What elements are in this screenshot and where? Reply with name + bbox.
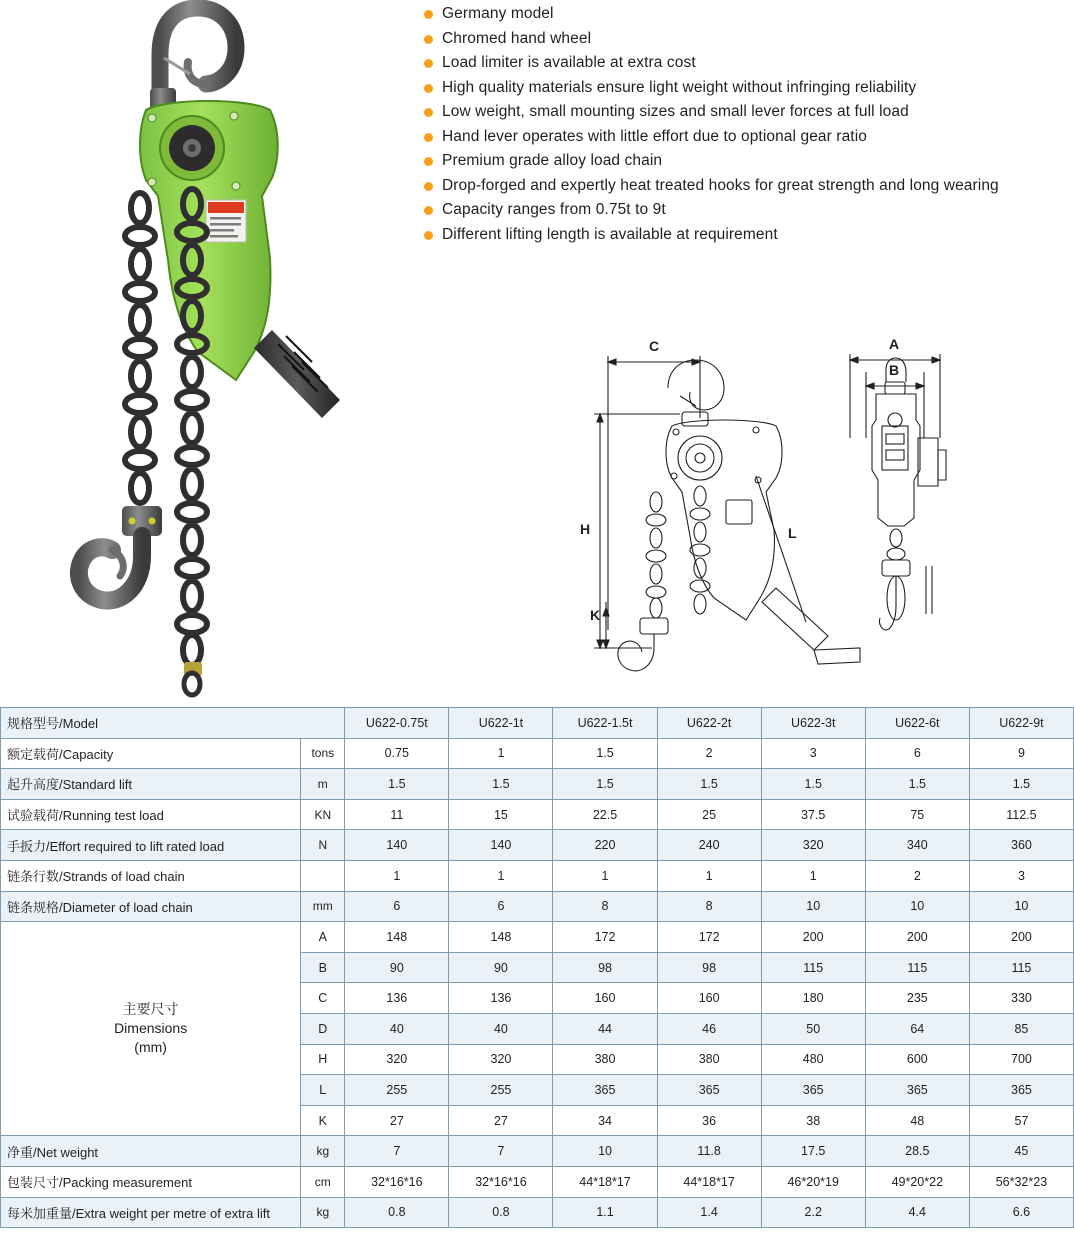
cell: 50 [761, 1013, 865, 1044]
cell: 36 [657, 1105, 761, 1136]
label-l: L [788, 525, 797, 541]
row-label: 净重/Net weight [1, 1136, 301, 1167]
list-item [424, 127, 1054, 147]
cell: 28.5 [865, 1136, 969, 1167]
cell: 1.5 [865, 769, 969, 800]
cell: U622-1t [449, 708, 553, 739]
bullet-icon [424, 231, 433, 240]
label-a: A [889, 336, 900, 352]
cell: 380 [657, 1044, 761, 1075]
hand-lever-grip [254, 330, 340, 418]
table-row [1, 738, 1074, 769]
cell: 6 [449, 891, 553, 922]
cell: 17.5 [761, 1136, 865, 1167]
cell: 255 [345, 1075, 449, 1106]
cell: 6 [345, 891, 449, 922]
cell: 112.5 [969, 799, 1073, 830]
cell: 200 [969, 922, 1073, 953]
cell: 180 [761, 983, 865, 1014]
feature-text: Premium grade alloy load chain [442, 152, 663, 169]
cell: 600 [865, 1044, 969, 1075]
bullet-icon [424, 84, 433, 93]
cell: 2 [657, 738, 761, 769]
cell: 1 [449, 860, 553, 891]
feature-text: Load limiter is available at extra cost [442, 54, 696, 71]
row-dim: A [301, 922, 345, 953]
list-item [424, 4, 1054, 24]
cell: 1.5 [969, 769, 1073, 800]
cell: 200 [761, 922, 865, 953]
bullet-icon [424, 133, 433, 142]
cell: 1.5 [553, 738, 657, 769]
cell: 340 [865, 830, 969, 861]
row-unit: cm [301, 1166, 345, 1197]
cell: 365 [657, 1075, 761, 1106]
row-label: 手扳力/Effort required to lift rated load [1, 830, 301, 861]
cell: 2.2 [761, 1197, 865, 1228]
cell: 380 [553, 1044, 657, 1075]
row-unit: m [301, 769, 345, 800]
feature-text: Chromed hand wheel [442, 29, 592, 47]
cell: 10 [761, 891, 865, 922]
cell: 1.5 [657, 769, 761, 800]
cell: 330 [969, 983, 1073, 1014]
cell: 10 [865, 891, 969, 922]
cell: 0.75 [345, 738, 449, 769]
cell: 2 [865, 860, 969, 891]
table-row [1, 922, 1074, 953]
cell: 11.8 [657, 1136, 761, 1167]
list-item [424, 176, 1054, 196]
row-dim: D [301, 1013, 345, 1044]
cell: 85 [969, 1013, 1073, 1044]
table-row [1, 891, 1074, 922]
cell: 32*16*16 [345, 1166, 449, 1197]
cell: 56*32*23 [969, 1166, 1073, 1197]
table-row [1, 1166, 1074, 1197]
cell: 360 [969, 830, 1073, 861]
cell: U622-2t [657, 708, 761, 739]
feature-text: Capacity ranges from 0.75t to 9t [442, 201, 666, 218]
row-dim: K [301, 1105, 345, 1136]
cell: 320 [449, 1044, 553, 1075]
cell: 15 [449, 799, 553, 830]
cell: 148 [449, 922, 553, 953]
table-row [1, 860, 1074, 891]
product-photo [40, 0, 380, 700]
cell: 10 [969, 891, 1073, 922]
cell: 3 [969, 860, 1073, 891]
cell: 148 [345, 922, 449, 953]
feature-text: Hand lever operates with little effort due to optional gear ratio [442, 127, 867, 145]
list-item [424, 78, 1054, 98]
dimension-drawings [560, 330, 1060, 690]
table-row [1, 769, 1074, 800]
cell: 1.4 [657, 1197, 761, 1228]
cell: 7 [449, 1136, 553, 1167]
cell: U622-3t [761, 708, 865, 739]
cell: 365 [865, 1075, 969, 1106]
row-label: 规格型号/Model [1, 708, 345, 739]
cell: 37.5 [761, 799, 865, 830]
cell: 22.5 [553, 799, 657, 830]
label-h: H [580, 521, 591, 537]
cell: 45 [969, 1136, 1073, 1167]
technical-drawing [560, 330, 1060, 690]
cell: 11 [345, 799, 449, 830]
cell: 136 [345, 983, 449, 1014]
cell: 46*20*19 [761, 1166, 865, 1197]
row-label: 每米加重量/Extra weight per metre of extra lift [1, 1197, 301, 1228]
specification-table-wrap [0, 707, 1074, 1228]
cell: 115 [865, 952, 969, 983]
cell: 1.5 [449, 769, 553, 800]
cell: 7 [345, 1136, 449, 1167]
cell: 235 [865, 983, 969, 1014]
cell: U622-6t [865, 708, 969, 739]
row-unit: kg [301, 1197, 345, 1228]
bullet-icon [424, 59, 433, 68]
cell: 220 [553, 830, 657, 861]
cell: 46 [657, 1013, 761, 1044]
table-row [1, 708, 1074, 739]
cell: 0.8 [449, 1197, 553, 1228]
cell: 200 [865, 922, 969, 953]
bullet-icon [424, 206, 433, 215]
cell: 6 [865, 738, 969, 769]
list-item [424, 200, 1054, 220]
cell: 98 [657, 952, 761, 983]
row-unit: KN [301, 799, 345, 830]
list-item [424, 225, 1054, 245]
cell: 365 [969, 1075, 1073, 1106]
cell: 38 [761, 1105, 865, 1136]
cell: 10 [553, 1136, 657, 1167]
feature-text: High quality materials ensure light weight without infringing reliability [442, 78, 917, 96]
table-row [1, 830, 1074, 861]
cell: 1.5 [345, 769, 449, 800]
cell: 1.5 [553, 769, 657, 800]
row-dim: L [301, 1075, 345, 1106]
bullet-icon [424, 108, 433, 117]
lever-hoist-illustration [40, 0, 380, 700]
feature-text: Germany model [442, 5, 554, 22]
cell: 40 [345, 1013, 449, 1044]
cell: 115 [761, 952, 865, 983]
hoist-body [140, 101, 278, 380]
cell: 49*20*22 [865, 1166, 969, 1197]
cell: 90 [449, 952, 553, 983]
dimensions-title [1, 922, 301, 1136]
cell: 90 [345, 952, 449, 983]
cell: 136 [449, 983, 553, 1014]
cell: 27 [345, 1105, 449, 1136]
cell: 32*16*16 [449, 1166, 553, 1197]
label-c: C [649, 338, 660, 354]
feature-text: Drop-forged and expertly heat treated hooks for great strength and long wearing [442, 176, 999, 194]
cell: 4.4 [865, 1197, 969, 1228]
cell: 172 [657, 922, 761, 953]
row-dim: B [301, 952, 345, 983]
cell: 98 [553, 952, 657, 983]
cell: 57 [969, 1105, 1073, 1136]
dimensions-title-unit: (mm) [134, 1039, 167, 1056]
row-dim: C [301, 983, 345, 1014]
list-item [424, 53, 1054, 73]
cell: 44 [553, 1013, 657, 1044]
cell: U622-9t [969, 708, 1073, 739]
cell: 64 [865, 1013, 969, 1044]
bottom-hook-icon [79, 506, 162, 601]
cell: 1.5 [761, 769, 865, 800]
row-label: 链条行数/Strands of load chain [1, 860, 301, 891]
cell: 27 [449, 1105, 553, 1136]
row-unit: kg [301, 1136, 345, 1167]
specification-table [0, 707, 1074, 1228]
feature-text: Different lifting length is available at requirement [442, 225, 778, 243]
cell: 48 [865, 1105, 969, 1136]
row-unit: tons [301, 738, 345, 769]
cell: 255 [449, 1075, 553, 1106]
cell: 140 [449, 830, 553, 861]
cell: 1.1 [553, 1197, 657, 1228]
cell: 320 [345, 1044, 449, 1075]
row-label: 额定载荷/Capacity [1, 738, 301, 769]
label-b: B [889, 362, 900, 378]
cell: 365 [553, 1075, 657, 1106]
feature-list [424, 4, 1054, 249]
label-k: K [590, 607, 601, 623]
cell: 34 [553, 1105, 657, 1136]
cell: 115 [969, 952, 1073, 983]
table-row [1, 1197, 1074, 1228]
list-item [424, 29, 1054, 49]
bullet-icon [424, 35, 433, 44]
cell: 160 [657, 983, 761, 1014]
cell: 1 [345, 860, 449, 891]
row-label: 链条规格/Diameter of load chain [1, 891, 301, 922]
cell: U622-0.75t [345, 708, 449, 739]
cell: 1 [553, 860, 657, 891]
row-unit: mm [301, 891, 345, 922]
row-label: 起升高度/Standard lift [1, 769, 301, 800]
cell: 1 [449, 738, 553, 769]
cell: 9 [969, 738, 1073, 769]
cell: 700 [969, 1044, 1073, 1075]
list-item [424, 151, 1054, 171]
list-item [424, 102, 1054, 122]
bullet-icon [424, 182, 433, 191]
feature-text: Low weight, small mounting sizes and small lever forces at full load [442, 103, 909, 120]
cell: 25 [657, 799, 761, 830]
cell: 8 [657, 891, 761, 922]
dimensions-title-en: Dimensions [114, 1020, 188, 1037]
bullet-icon [424, 157, 433, 166]
cell: 3 [761, 738, 865, 769]
cell: 140 [345, 830, 449, 861]
cell: 172 [553, 922, 657, 953]
cell: 240 [657, 830, 761, 861]
row-unit [301, 860, 345, 891]
bullet-icon [424, 10, 433, 19]
cell: 44*18*17 [553, 1166, 657, 1197]
cell: 40 [449, 1013, 553, 1044]
top-hook-icon [150, 8, 236, 110]
table-row [1, 1136, 1074, 1167]
row-unit: N [301, 830, 345, 861]
row-label: 试验载荷/Running test load [1, 799, 301, 830]
cell: 480 [761, 1044, 865, 1075]
cell: 160 [553, 983, 657, 1014]
chain-end-icon [184, 662, 202, 695]
dimensions-title-cn: 主要尺寸 [122, 1001, 179, 1018]
cell: 44*18*17 [657, 1166, 761, 1197]
row-label: 包装尺寸/Packing measurement [1, 1166, 301, 1197]
cell: 365 [761, 1075, 865, 1106]
cell: 0.8 [345, 1197, 449, 1228]
cell: 1 [761, 860, 865, 891]
row-dim: H [301, 1044, 345, 1075]
table-row [1, 799, 1074, 830]
cell: 1 [657, 860, 761, 891]
cell: 6.6 [969, 1197, 1073, 1228]
cell: U622-1.5t [553, 708, 657, 739]
cell: 8 [553, 891, 657, 922]
cell: 320 [761, 830, 865, 861]
cell: 75 [865, 799, 969, 830]
